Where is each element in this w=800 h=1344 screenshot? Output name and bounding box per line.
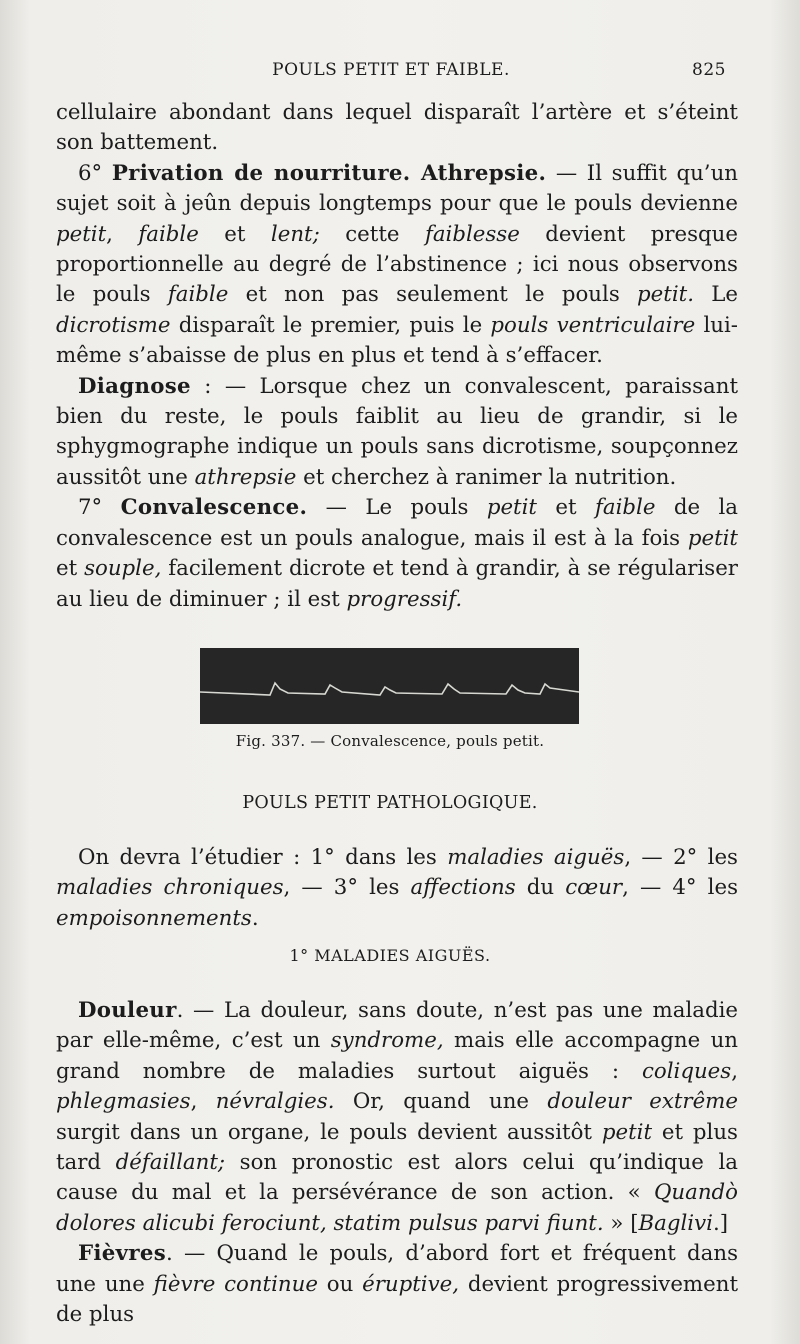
page-header [56,60,726,86]
paragraph-fievres: Fièvres. — Quand le pouls, d’abord fort et fréquent dans une une fièvre continue ou éruptive, devient progressivement de plus [56,1241,739,1328]
running-title: POULS PETIT ET FAIBLE. [272,60,510,80]
paragraph-douleur: Douleur. — La douleur, sans doute, n’est pas une maladie par elle-même, c’est un syndrome, mais elle accompagne un grand nombre de maladies surtout aiguës : coliques, phlegmasies, névralgies. Or, quand une douleur extrême surgit dans un organe, le pouls devient aussitôt petit et plus tard défaillant; son pronostic est alors celui qu’indique la cause du mal et la persévérance de son action. « Quandò dolores alicubi ferociunt, statim pulsus parvi fiunt. » [Baglivi.] [56,998,739,1236]
figure-caption: Fig. 337. — Convalescence, pouls petit. [235,732,545,750]
text-block-lower [56,996,738,1330]
section-title: POULS PETIT PATHOLOGIQUE. [242,793,538,813]
heading-athrepsie: Privation de nourriture. Athrepsie. [111,160,547,186]
heading-convalescence: Convalescence. [120,495,308,521]
text-block-middle [56,843,738,934]
heading-douleur: Douleur [78,998,177,1023]
paragraph-athrepsie: 6° Privation de nourriture. Athrepsie. — Il suffit qu’un sujet soit à jeûn depuis longtemps pour que le pouls devienne petit, faible et lent; cette faiblesse devient presque proportionnelle au degré de l’abstinence ; ici nous observons le pouls faible et non pas seulement le pouls petit. Le dicrotisme disparaît le premier, puis le pouls ventriculaire lui-même s’abaisse de plus en plus et tend à s’effacer. [56,160,739,369]
subsection-title: 1° MALADIES AIGUËS. [289,946,491,965]
page-number: 825 [692,60,726,80]
text-block-upper [56,98,738,615]
paragraph-convalescence: 7° Convalescence. — Le pouls petit et faible de la convalescence est un pouls analogue, mais il est à la fois petit et souple, facilement dicrote et tend à grandir, à se régulariser au lieu de diminuer ; il est progressif. [56,495,739,612]
paragraph-diagnose: Diagnose : — Lorsque chez un convalescent, paraissant bien du reste, le pouls faiblit au lieu de grandir, si le sphygmographe indique un pouls sans dicrotisme, soupçonnez aussitôt une athrepsie et cherchez à ranimer la nutrition. [56,373,738,490]
paragraph-continuation: cellulaire abondant dans lequel disparaît l’artère et s’éteint son battement. [56,100,738,156]
heading-fievres: Fièvres [78,1241,166,1267]
paragraph-intro: On devra l’étudier : 1° dans les maladies aiguës, — 2° les maladies chroniques, — 3° les affections du cœur, — 4° les empoisonnements. [56,845,739,931]
sphygmograph-figure [200,648,579,724]
heading-diagnose: Diagnose [78,373,191,399]
pulse-trace-image [200,648,579,724]
